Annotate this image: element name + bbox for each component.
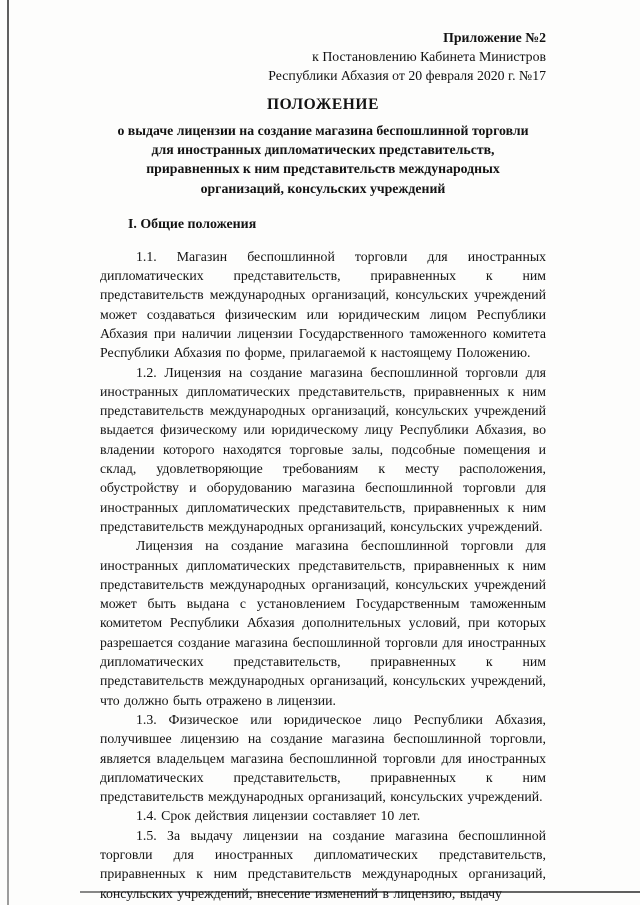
paragraph-1-2-continued: Лицензия на создание магазина беспошлинной торговли для иностранных дипломатических представительств, приравненных к ним представительств международных организаций, консульских учреждений может быть выдана с установлением Государственным таможенным комитетом Республики Абхазия дополнительных условий, при которых разрешается создание магазина беспошлинной торговли для иностранных дипломатических представительств, приравненных к ним представительств международных организаций, консульских учреждений, что должно быть отражено в лицензии. [100, 538, 546, 708]
document-subtitle: о выдаче лицензии на создание магазина беспошлинной торговли для иностранных дипломатических представительств, приравненных к ним представительств международных организаций, консульских учреждений [117, 123, 529, 196]
scan-artifact-left-line [7, 0, 9, 905]
paragraph-1-5: 1.5. За выдачу лицензии на создание магазина беспошлинной торговли для иностранных дипломатических представительств, приравненных к ним представительств международных организаций, консульских учреждений, внесение изменений в лицензию, выдачу [100, 827, 546, 901]
section-heading-general-provisions: I. Общие положения [128, 216, 257, 232]
paragraph-1-1: 1.1. Магазин беспошлинной торговли для иностранных дипломатических представительств, приравненных к ним представительств международных организаций, консульских учреждений может создаваться физическим или юридическим лицом Республики Абхазия при наличии лицензии Государственного таможенного комитета Республики Абхазия по форме, прилагаемой к настоящему Положению. [100, 248, 546, 361]
document-content [100, 28, 546, 903]
annex-number: Приложение №2 [443, 30, 546, 45]
header-republic-date-line: Республики Абхазия от 20 февраля 2020 г. №17 [268, 68, 546, 83]
paragraph-1-2: 1.2. Лицензия на создание магазина беспошлинной торговли для иностранных дипломатических представительств, приравненных к ним представительств международных организаций, консульских учреждений выдается физическому или юридическому лицу Республики Абхазия, во владении которого находятся торговые залы, подсобные помещения и склад, удовлетворяющие требованиям к месту расположения, обустройству и оборудованию магазина беспошлинной торговли для иностранных дипломатических представительств, приравненных к ним представительств международных организаций, консульских учреждений. [100, 364, 546, 534]
paragraph-1-3: 1.3. Физическое или юридическое лицо Республики Абхазия, получившее лицензию на создание магазина беспошлинной торговли, является владельцем магазина беспошлинной торговли для иностранных дипломатических представительств, приравненных к ним представительств международных организаций, консульских учреждений. [100, 711, 546, 805]
document-title: ПОЛОЖЕНИЕ [266, 96, 380, 113]
document-header [100, 28, 546, 85]
paragraph-1-4: 1.4. Срок действия лицензии составляет 10 лет. [136, 808, 421, 824]
header-resolution-line: к Постановлению Кабинета Министров [312, 49, 546, 64]
